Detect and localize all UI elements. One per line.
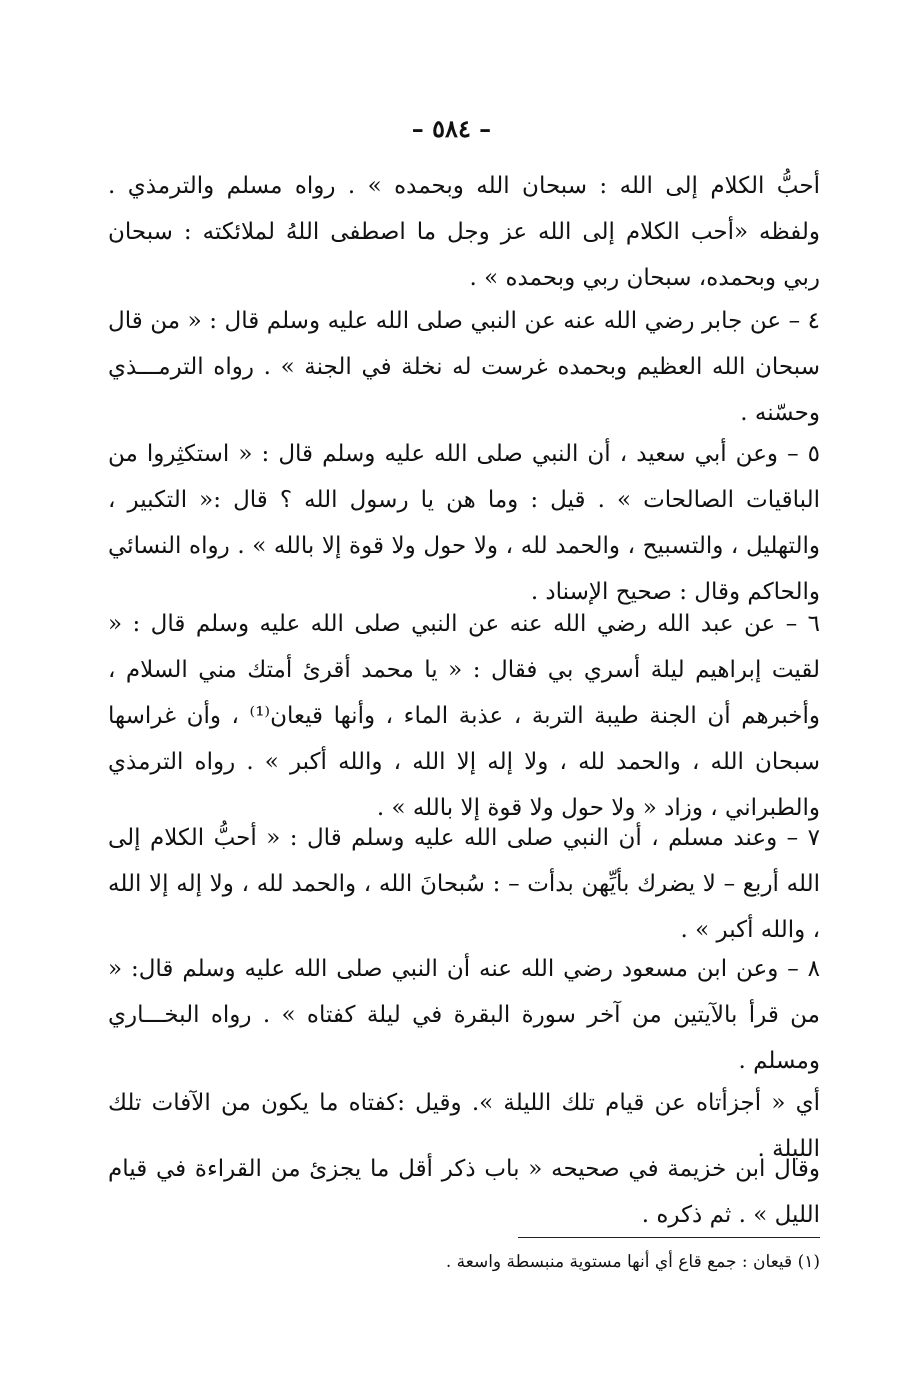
paragraph-hadith-8: ٨ – وعن ابن مسعود رضي الله عنه أن النبي صلى الله عليه وسلم قال: « من قرأ بالآيتين من آخر سورة البقرة في ليلة كفتاه » . رواه البخـــاري ومسلم . <box>108 956 820 1074</box>
paragraph-explanation: أي « أجزأتاه عن قيام تلك الليلة ». وقيل :كفتاه ما يكون من الآفات تلك الليلة . <box>108 1090 820 1162</box>
paragraph-hadith-4: ٤ – عن جابر رضي الله عنه عن النبي صلى الله عليه وسلم قال : « من قال سبحان الله العظيم وبحمده غرست له نخلة في الجنة » . رواه الترمـــذي وحسّنه . <box>108 308 820 426</box>
page-number: – ٥٨٤ – <box>411 114 492 143</box>
paragraph-ibn-khuzaymah: وقال ابن خزيمة في صحيحه « باب ذكر أقل ما يجزئ من القراءة في قيام الليل » . ثم ذكره . <box>108 1156 820 1228</box>
paragraph-hadith-5: ٥ – وعن أبي سعيد ، أن النبي صلى الله عليه وسلم قال : « استكثِروا من الباقيات الصالحات » . قيل : وما هن يا رسول الله ؟ قال :« التكبير ، والتهليل ، والتسبيح ، والحمد لله ، ولا حول ولا قوة إلا بالله » . رواه النسائي والحاكم وقال : صحيح الإسناد . <box>108 441 820 605</box>
paragraph-hadith-7: ٧ – وعند مسلم ، أن النبي صلى الله عليه وسلم قال : « أحبُّ الكلام إلى الله أربع – لا يضرك بأيِّهن بدأت – : سُبحانَ الله ، والحمد لله ، ولا إله إلا الله ، والله أكبر » . <box>108 825 820 943</box>
paragraph-1: أحبُّ الكلام إلى الله : سبحان الله وبحمده » . رواه مسلم والترمذي . ولفظه «أحب الكلام إلى الله عز وجل ما اصطفى اللهُ لملائكته : سبحان ربي وبحمده، سبحان ربي وبحمده » . <box>108 173 820 291</box>
footnote: (١) قيعان : جمع قاع أي أنها مستوية منبسطة واسعة . <box>445 1252 820 1272</box>
paragraph-hadith-6: ٦ – عن عبد الله رضي الله عنه عن النبي صلى الله عليه وسلم قال : « لقيت إبراهيم ليلة أسري بي فقال : « يا محمد أقرئ أمتك مني السلام ، وأخبرهم أن الجنة طيبة التربة ، عذبة الماء ، وأنها قيعان⁽¹⁾ ، وأن غراسها سبحان الله ، والحمد لله ، ولا إله إلا الله ، والله أكبر » . رواه الترمذي والطبراني ، وزاد « ولا حول ولا قوة إلا بالله » . <box>108 611 821 821</box>
footnote-divider <box>518 1237 820 1238</box>
